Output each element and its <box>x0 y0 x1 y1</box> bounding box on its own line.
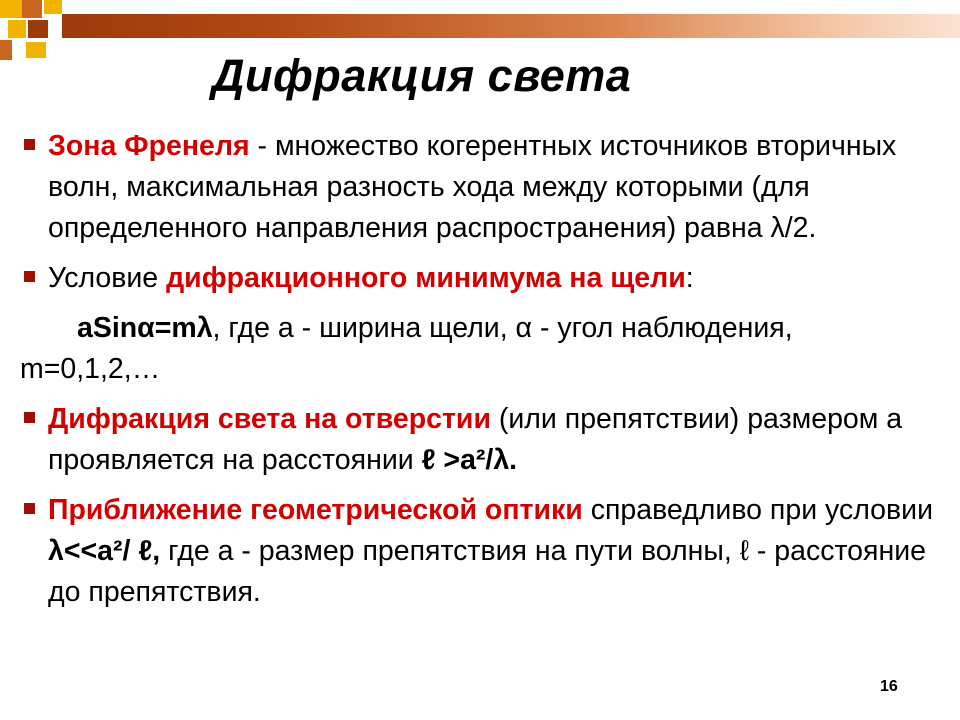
decor-square <box>0 0 22 18</box>
square-bullet-icon <box>24 271 35 282</box>
slit-formula-explanation: , где а - ширина щели, α - угол наблюдения, m=0,1,2,… <box>20 312 793 385</box>
geometric-optics-text-2: где а - размер препятствия на пути волны, ℓ - расстояние до препятствия. <box>48 535 926 608</box>
decorative-squares <box>0 0 62 60</box>
bullet-geometric-optics <box>20 490 940 613</box>
decor-square <box>28 20 48 38</box>
page-number: 16 <box>880 678 898 695</box>
decor-square <box>22 0 42 18</box>
square-bullet-icon <box>24 412 35 423</box>
bullet-fresnel-zone <box>20 126 940 249</box>
decorative-top-bar <box>62 14 960 38</box>
geometric-optics-formula: λ<<a²/ ℓ, <box>48 535 161 567</box>
slide-body <box>20 126 940 622</box>
decor-square <box>8 20 26 38</box>
definition-fresnel-zone: - множество когерентных источников вторичных волн, максимальная разность хода между которыми (для определенного направления распространения) равна λ/2. <box>48 130 897 244</box>
term-fresnel-zone: Зона Френеля <box>48 130 250 162</box>
slit-formula-paragraph <box>20 308 940 390</box>
decor-square <box>44 0 62 14</box>
square-bullet-icon <box>24 139 35 150</box>
slit-minimum-prefix: Условие <box>48 262 167 294</box>
slit-minimum-suffix: : <box>685 262 694 294</box>
slit-formula: aSinα=mλ <box>77 312 213 344</box>
term-aperture-diffraction: Дифракция света на отверстии <box>48 403 491 435</box>
term-slit-minimum: дифракционного минимума на щели <box>166 262 686 294</box>
decor-square <box>0 40 12 60</box>
aperture-diffraction-formula: ℓ >a²/λ. <box>421 444 518 476</box>
slide-title: Дифракция света <box>212 50 632 101</box>
term-geometric-optics: Приближение геометрической оптики <box>48 494 583 526</box>
bullet-slit-minimum <box>20 258 940 299</box>
bullet-aperture-diffraction <box>20 399 940 481</box>
aperture-diffraction-text: (или препятствии) размером а проявляется на расстоянии <box>48 403 903 476</box>
decor-square <box>26 42 46 58</box>
square-bullet-icon <box>24 503 35 514</box>
geometric-optics-text-1: справедливо при условии <box>582 494 934 526</box>
